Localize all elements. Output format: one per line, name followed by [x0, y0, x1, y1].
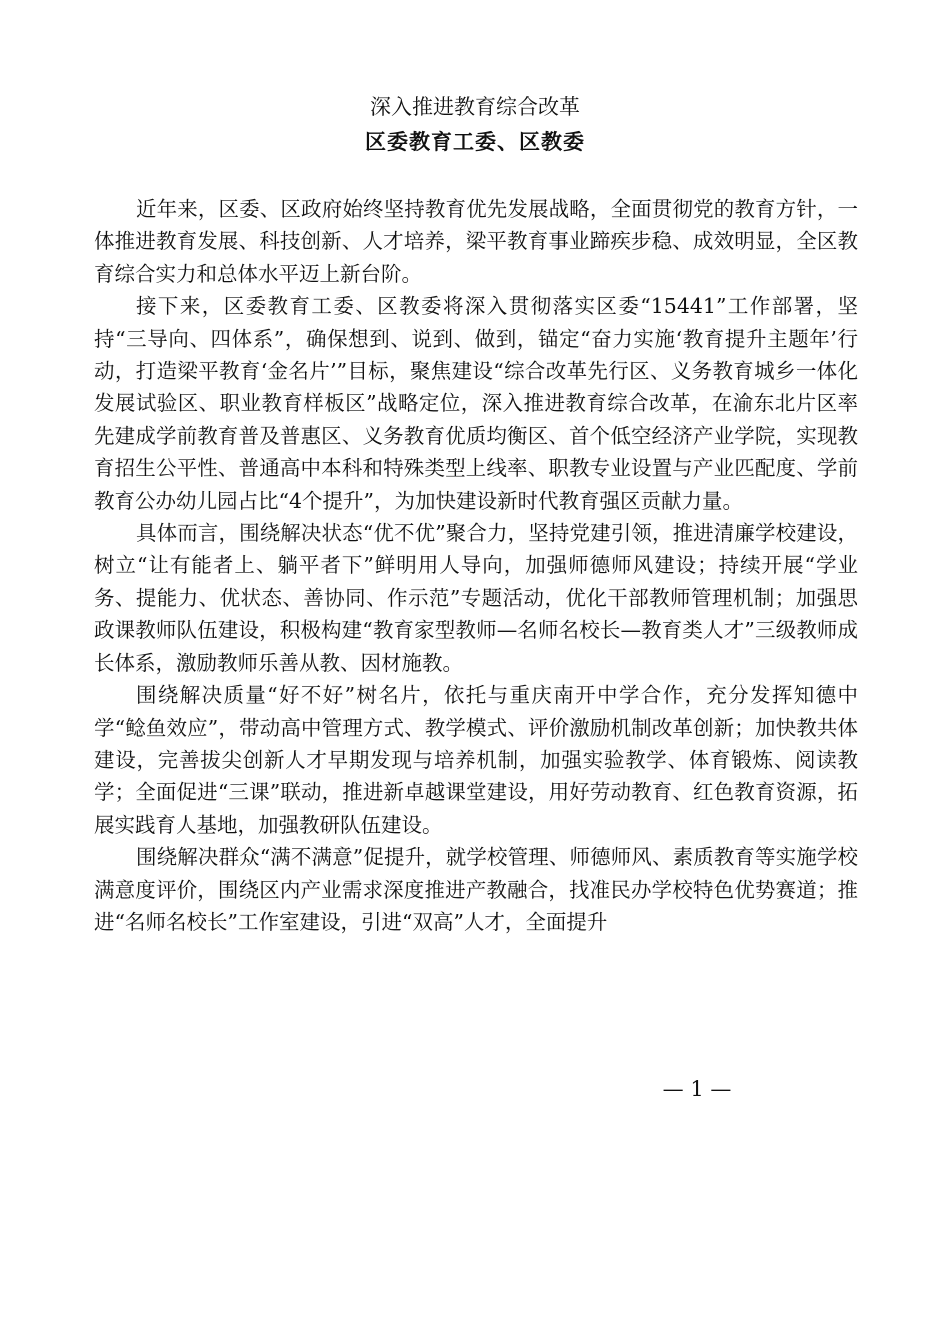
paragraph-plan: 接下来，区委教育工委、区教委将深入贯彻落实区委“15441”工作部署，坚持“三导向、四体系”，确保想到、说到、做到，锚定“奋力实施‘教育提升主题年’行动，打造梁平教育‘金名片’”目标，聚焦建设“综合改革先行区、义务教育城乡一体化发展试验区、职业教育样板区”战略定位，深入推进教育综合改革，在渝东北片区率先建成学前教育普及普惠区、义务教育优质均衡区、首个低空经济产业学院，实现教育招生公平性、普通高中本科和特殊类型上线率、职教专业设置与产业匹配度、学前教育公办幼儿园占比“4个提升”，为加快建设新时代教育强区贡献力量。: [94, 294, 858, 513]
paragraph-quality: 围绕解决质量“好不好”树名片，依托与重庆南开中学合作，充分发挥知德中学“鲶鱼效应”，带动高中管理方式、教学模式、评价激励机制改革创新；加快教共体建设，完善拔尖创新人才早期发现与培养机制，加强实验教学、体育锻炼、阅读教学；全面促进“三课”联动，推进新卓越课堂建设，用好劳动教育、红色教育资源，拓展实践育人基地，加强教研队伍建设。: [94, 683, 858, 837]
paragraph-satisfaction: 围绕解决群众“满不满意”促提升，就学校管理、师德师风、素质教育等实施学校满意度评价，围绕区内产业需求深度推进产教融合，找准民办学校特色优势赛道；推进“名师名校长”工作室建设，引进“双高”人才，全面提升: [94, 845, 858, 934]
paragraph-status: 具体而言，围绕解决状态“优不优”聚合力，坚持党建引领，推进清廉学校建设，树立“让有能者上、躺平者下”鲜明用人导向，加强师德师风建设；持续开展“学业务、提能力、优状态、善协同、作示范”专题活动，优化干部教师管理机制；加强思政课教师队伍建设，积极构建“教育家型教师—名师名校长—教育类人才”三级教师成长体系，激励教师乐善从教、因材施教。: [94, 521, 858, 675]
document-body: [94, 193, 858, 938]
page-number: — 1 —: [662, 1077, 732, 1101]
paragraph-intro: 近年来，区委、区政府始终坚持教育优先发展战略，全面贯彻党的教育方针，一体推进教育发展、科技创新、人才培养，梁平教育事业蹄疾步稳、成效明显，全区教育综合实力和总体水平迈上新台阶。: [94, 197, 858, 286]
document-author: 区委教育工委、区教委: [365, 129, 585, 154]
document-title: 深入推进教育综合改革: [370, 95, 580, 119]
